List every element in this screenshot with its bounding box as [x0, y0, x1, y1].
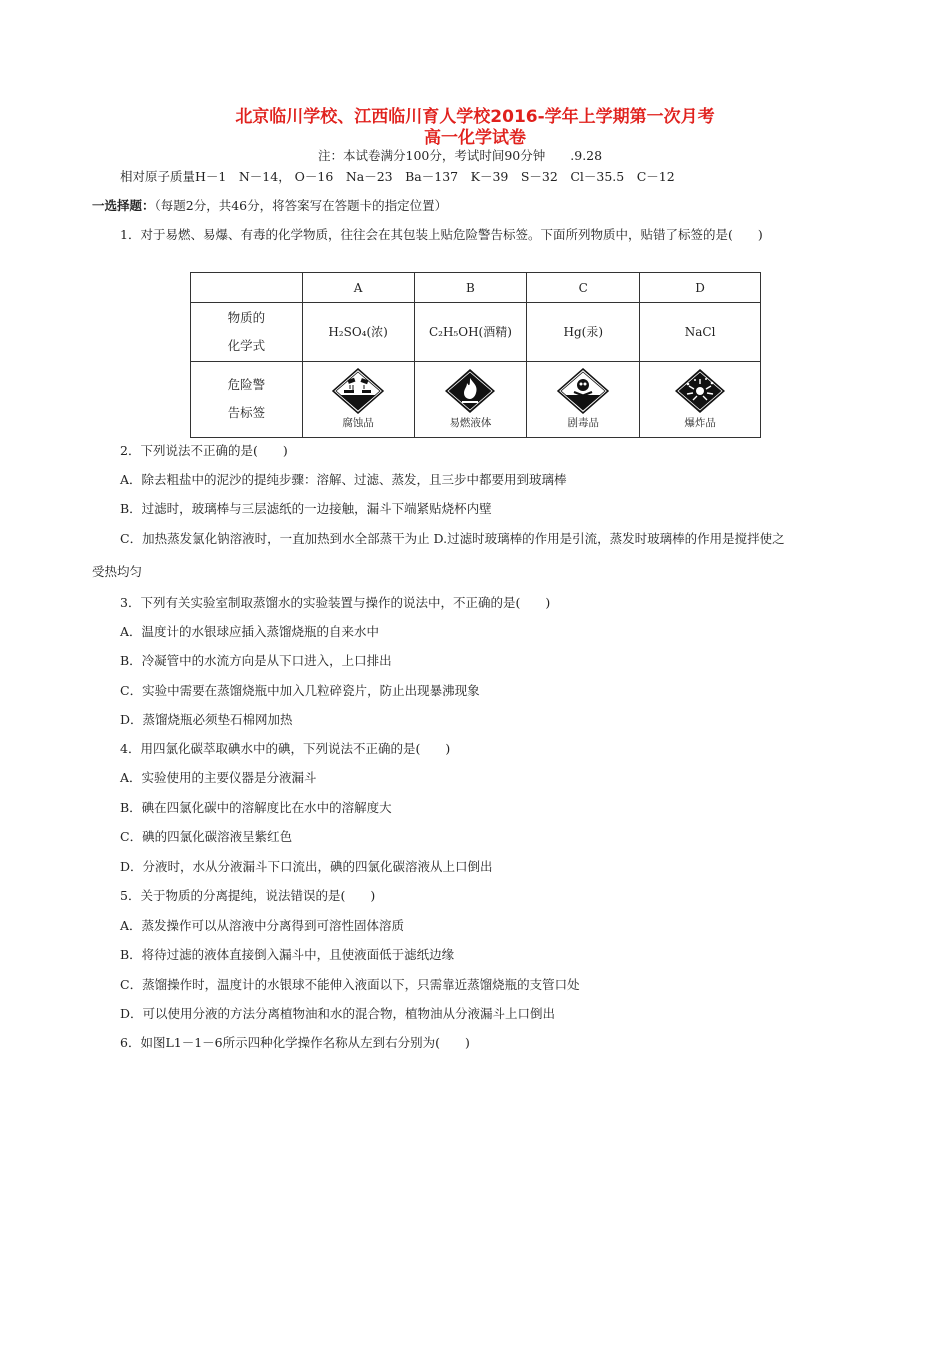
question-5-stem: 5．关于物质的分离提纯，说法错误的是( ) — [120, 888, 376, 903]
col-header-a: A — [302, 273, 414, 303]
atomic-masses: 相对原子质量H－1 N－14， O－16 Na－23 Ba－137 K－39 S－32 Cl－35.5 C－12 — [120, 169, 675, 184]
hazard-cell-d — [640, 361, 761, 437]
question-3-option-d: D．蒸馏烧瓶必须垫石棉网加热 — [120, 712, 293, 727]
question-4-option-b: B．碘在四氯化碳中的溶解度比在水中的溶解度大 — [120, 800, 392, 815]
hazard-caption-d: 爆炸品 — [684, 417, 716, 430]
question-6-stem: 6．如图L1－1－6所示四种化学操作名称从左到右分别为( ) — [120, 1035, 470, 1050]
exam-title-line1: 北京临川学校、江西临川育人学校2016-学年上学期第一次月考 — [235, 107, 715, 127]
question-2-stem: 2．下列说法不正确的是( ) — [120, 443, 288, 458]
skull-crossbones-icon — [556, 368, 610, 414]
question-5-option-a: A．蒸发操作可以从溶液中分离得到可溶性固体溶质 — [120, 918, 405, 933]
question-4-option-d: D．分液时，水从分液漏斗下口流出，碘的四氯化碳溶液从上口倒出 — [120, 859, 493, 874]
formula-a: H₂SO₄(浓) — [302, 303, 414, 361]
question-2-option-c-cont: 受热均匀 — [92, 564, 143, 579]
hazard-caption-a: 腐蚀品 — [342, 417, 374, 430]
question-4-option-c: C．碘的四氯化碳溶液呈紫红色 — [120, 829, 293, 844]
section-title: 一选择题： — [92, 198, 155, 213]
question-3-stem: 3．下列有关实验室制取蒸馏水的实验装置与操作的说法中，不正确的是( ) — [120, 595, 551, 610]
table-row-formula — [191, 303, 761, 361]
exam-title-line2: 高一化学试卷 — [424, 128, 526, 148]
row-label-hazard-line1: 危险警 — [227, 377, 266, 393]
col-header-b: B — [414, 273, 527, 303]
explosive-icon — [673, 368, 727, 414]
flame-icon — [443, 368, 497, 414]
hazard-label-table — [190, 272, 761, 438]
table-row-hazard — [191, 361, 761, 437]
hazard-cell-b — [414, 361, 527, 437]
col-header-d: D — [640, 273, 761, 303]
section-heading — [92, 196, 447, 214]
question-5-option-c: C．蒸馏操作时，温度计的水银球不能伸入液面以下，只需靠近蒸馏烧瓶的支管口处 — [120, 977, 580, 992]
hazard-caption-b: 易燃液体 — [449, 417, 492, 430]
row-label-hazard — [191, 361, 303, 437]
table-corner-cell — [191, 273, 303, 303]
hazard-cell-a — [302, 361, 414, 437]
hazard-cell-c — [527, 361, 640, 437]
question-5-option-d: D．可以使用分液的方法分离植物油和水的混合物，植物油从分液漏斗上口倒出 — [120, 1006, 556, 1021]
question-2-option-a: A．除去粗盐中的泥沙的提纯步骤：溶解、过滤、蒸发，且三步中都要用到玻璃棒 — [120, 472, 567, 487]
row-label-hazard-line2: 告标签 — [227, 405, 266, 421]
row-label-formula-line1: 物质的 — [227, 309, 266, 325]
question-3-option-a: A．温度计的水银球应插入蒸馏烧瓶的自来水中 — [120, 624, 380, 639]
formula-d: NaCl — [640, 303, 761, 361]
corrosive-icon — [331, 368, 385, 414]
formula-b: C₂H₅OH(酒精) — [414, 303, 527, 361]
question-1-stem: 1．对于易燃、易爆、有毒的化学物质，往往会在其包装上贴危险警告标签。下面所列物质中，贴错了标签的是( ) — [120, 227, 763, 242]
question-3-option-c: C．实验中需要在蒸馏烧瓶中加入几粒碎瓷片，防止出现暴沸现象 — [120, 683, 480, 698]
question-3-option-b: B．冷凝管中的水流方向是从下口进入，上口排出 — [120, 653, 392, 668]
question-2-option-c: C．加热蒸发氯化钠溶液时，一直加热到水全部蒸干为止 D.过滤时玻璃棒的作用是引流，蒸发时玻璃棒的作用是搅拌使之 — [120, 531, 785, 546]
section-instructions: （每题2分，共46分，将答案写在答题卡的指定位置） — [154, 198, 448, 213]
col-header-c: C — [527, 273, 640, 303]
question-4-option-a: A．实验使用的主要仪器是分液漏斗 — [120, 770, 317, 785]
question-4-stem: 4．用四氯化碳萃取碘水中的碘，下列说法不正确的是( ) — [120, 741, 451, 756]
formula-c: Hg(汞) — [527, 303, 640, 361]
row-label-formula — [191, 303, 303, 361]
hazard-caption-c: 剧毒品 — [567, 417, 600, 430]
table-header-row — [191, 273, 761, 303]
row-label-formula-line2: 化学式 — [227, 337, 266, 353]
question-5-option-b: B．将待过滤的液体直接倒入漏斗中，且使液面低于滤纸边缘 — [120, 947, 455, 962]
question-2-option-b: B．过滤时，玻璃棒与三层滤纸的一边接触，漏斗下端紧贴烧杯内壁 — [120, 501, 492, 516]
exam-note: 注：本试卷满分100分，考试时间90分钟 .9.28 — [318, 148, 603, 163]
